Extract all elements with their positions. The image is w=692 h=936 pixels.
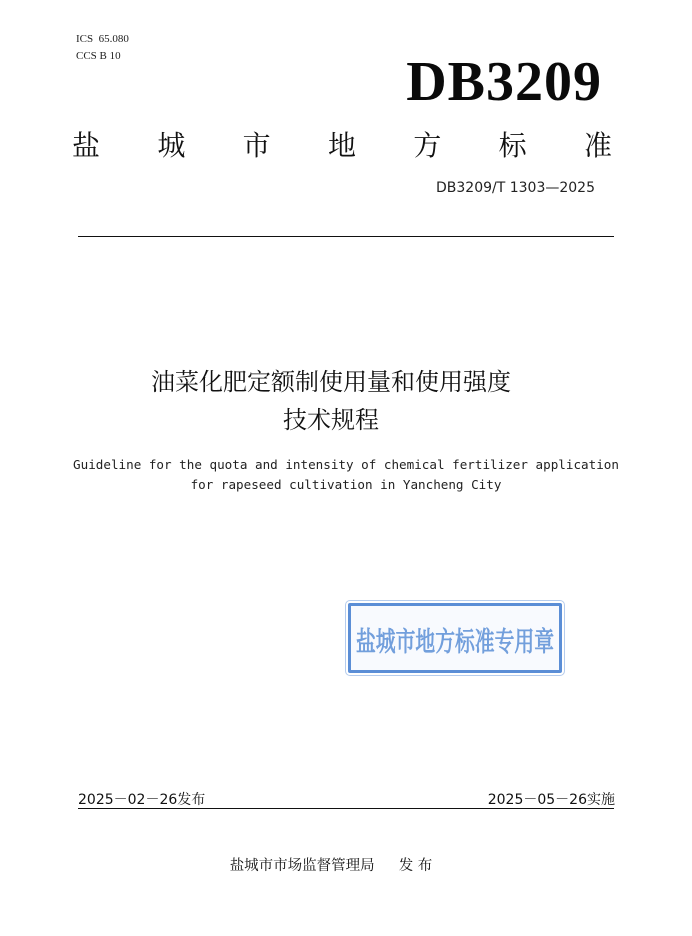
document-number: DB3209/T 1303—2025 <box>436 180 595 196</box>
issuer-name: 盐城市市场监督管理局 <box>229 858 375 874</box>
org-char: 方 <box>413 129 442 162</box>
org-char: 准 <box>583 129 612 162</box>
implement-date: 2025－05－26实施 <box>487 792 615 808</box>
svg-text:盐城市地方标准专用章: 盐城市地方标准专用章 <box>356 627 626 658</box>
title-en-line1: Guideline for the quota and intensity of chemical fertilizer application <box>73 457 619 472</box>
header-divider <box>78 236 614 237</box>
stamp-lettering <box>351 606 626 670</box>
org-char: 地 <box>327 129 356 162</box>
official-seal-stamp <box>348 603 626 673</box>
title-zh-line2: 技术规程 <box>283 406 379 434</box>
title-zh-line1: 油菜化肥定额制使用量和使用强度 <box>151 368 511 396</box>
footer-divider <box>78 808 614 809</box>
issue-action: 发 布 <box>398 858 433 874</box>
ics-label: ICS <box>76 33 94 45</box>
ccs-code: B 10 <box>99 50 121 62</box>
publish-date: 2025－02－26发布 <box>78 792 206 808</box>
standard-org-name <box>72 124 612 164</box>
org-char: 城 <box>157 129 186 162</box>
ccs-line <box>76 48 129 65</box>
org-char: 盐 <box>72 129 101 162</box>
classification-codes <box>76 31 129 65</box>
standard-code: DB3209 <box>406 51 602 113</box>
org-char: 市 <box>242 129 271 162</box>
ics-line <box>76 31 129 48</box>
ics-code: 65.080 <box>98 33 129 45</box>
issuer-line <box>0 854 662 875</box>
title-en-line2: for rapeseed cultivation in Yancheng City <box>190 477 502 492</box>
org-char: 标 <box>498 129 527 162</box>
ccs-label: CCS <box>76 50 97 62</box>
